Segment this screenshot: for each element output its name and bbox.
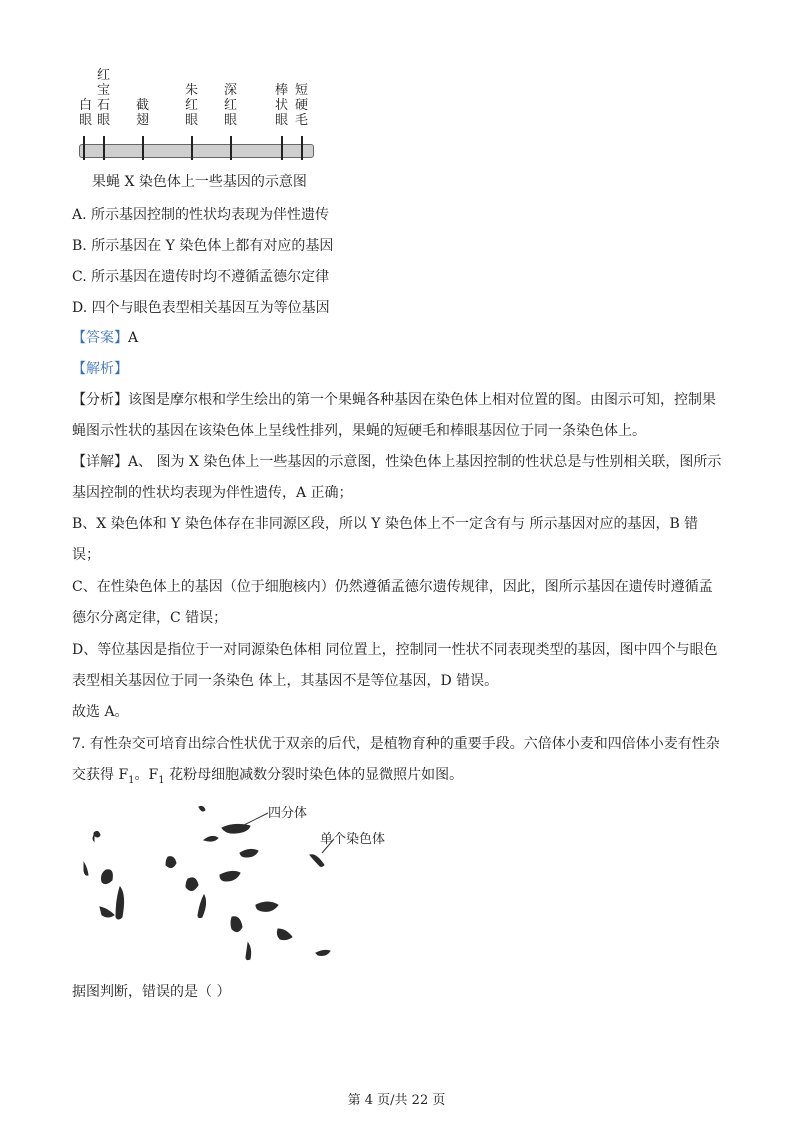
gene-label-char: 宝 — [97, 83, 111, 98]
gene-tick — [281, 136, 283, 160]
page-footer: 第 4 页/共 22 页 — [347, 1093, 446, 1108]
gene-label — [224, 83, 237, 128]
q7-line-1: 7. 有性杂交可培育出综合性状优于双亲的后代，是植物育种的重要手段。六倍体小麦和四倍体小麦有性杂 — [72, 736, 720, 752]
gene-label — [79, 98, 92, 128]
gene-tick — [191, 136, 193, 160]
fenxi-line-1: 【分析】该图是摩尔根和学生绘出的第一个果蝇各种基因在染色体上相对位置的图。由图示可知，控制果 — [72, 392, 716, 408]
analysis-tag: 【解析】 — [72, 361, 128, 377]
gene-label-char: 红 — [97, 68, 111, 83]
chromosome-blob — [240, 849, 258, 857]
chromosome-blob — [198, 895, 206, 918]
chromosome-blob — [246, 943, 251, 960]
label-tetrad: 四分体 — [268, 806, 308, 821]
answer-line — [72, 328, 138, 348]
single-chromosome-blob — [310, 855, 324, 867]
gene-label-char: 红 — [185, 98, 199, 113]
figure-caption: 果蝇 X 染色体上一些基因的示意图 — [92, 174, 307, 190]
gene-tick — [83, 136, 85, 160]
gene-label-char: 眼 — [275, 113, 289, 128]
answer-value: A — [128, 330, 139, 346]
gene-label-char: 红 — [224, 98, 238, 113]
tetrad-pointer — [244, 813, 268, 825]
tetrad-blob — [222, 824, 250, 833]
question-prompt: 据图判断，错误的是（ ） — [72, 984, 231, 1000]
gene-label-char: 眼 — [97, 113, 111, 128]
c-explain-1: C、在性染色体上的基因（位于细胞核内）仍然遵循孟德尔遗传规律，因此，图所示基因在遗传时遵循孟 — [72, 579, 713, 595]
option-c: C. 所示基因在遗传时均不遵循孟德尔定律 — [72, 269, 330, 285]
gene-label-char: 朱 — [185, 83, 199, 98]
xiangjie-tag: 【详解】 — [72, 454, 128, 470]
answer-tag: 【答案】 — [72, 330, 128, 346]
gene-tick — [142, 136, 144, 160]
chromosome-blob — [116, 887, 124, 919]
gene-label — [275, 83, 288, 128]
b-explain-1: B、X 染色体和 Y 染色体存在非同源区段，所以 Y 染色体上不一定含有与 所示基因对应的基因，B 错 — [72, 516, 699, 532]
gene-label-char: 截 — [136, 98, 150, 113]
option-a: A. 所示基因控制的性状均表现为伴性遗传 — [72, 207, 330, 223]
gene-label — [295, 83, 308, 128]
b-explain-2: 误； — [72, 547, 100, 563]
gene-tick — [230, 136, 232, 160]
q7-line-2: 交获得 $F_1$。$F_1$ 花粉母细胞减数分裂时染色体的显微照片如图。 — [72, 767, 464, 786]
fenxi-tag: 【分析】 — [72, 392, 128, 408]
gene-label-char: 毛 — [295, 113, 309, 128]
chromosome-blob — [204, 836, 218, 841]
conclusion: 故选 A。 — [72, 704, 129, 720]
chromosome-blob — [186, 878, 198, 891]
gene-label-char: 棒 — [275, 83, 289, 98]
gene-label-char: 眼 — [224, 113, 238, 128]
chromosome-blob — [166, 857, 176, 868]
label-single-chromosome: 单个染色体 — [320, 832, 386, 847]
fenxi-line-2: 蝇图示性状的基因在该染色体上呈线性排列，果蝇的短硬毛和棒眼基因位于同一条染色体上。 — [72, 423, 646, 439]
gene-label-char: 状 — [275, 98, 289, 113]
gene-label — [97, 68, 110, 128]
x-chromosome-bar — [79, 144, 314, 158]
chromosome-blob — [220, 871, 240, 881]
gene-tick — [103, 136, 105, 160]
gene-label-char: 眼 — [79, 113, 93, 128]
chromosome-blob — [84, 863, 88, 875]
option-d: D. 四个与眼色表型相关基因互为等位基因 — [72, 300, 330, 316]
gene-label-char: 硬 — [295, 98, 309, 113]
chromosome-blob — [316, 950, 330, 955]
gene-label-char: 石 — [97, 98, 111, 113]
chromosome-blob — [93, 831, 100, 841]
chromosome-blob — [231, 917, 242, 932]
gene-label-char: 白 — [79, 98, 93, 113]
c-explain-2: 德尔分离定律，C 错误； — [72, 610, 228, 626]
gene-tick — [301, 136, 303, 160]
d-explain-1: D、等位基因是指位于一对同源染色体相 同位置上，控制同一性状不同表现类型的基因，图中四个与眼色 — [72, 642, 718, 658]
xiangjie-line-2: 基因控制的性状均表现为伴性遗传，A 正确； — [72, 485, 353, 501]
gene-label-char: 深 — [224, 83, 238, 98]
gene-label — [136, 98, 149, 128]
gene-label-char: 眼 — [185, 113, 199, 128]
option-b: B. 所示基因在 Y 染色体上都有对应的基因 — [72, 238, 334, 254]
gene-label-char: 短 — [295, 83, 309, 98]
gene-label — [185, 83, 198, 128]
gene-label-char: 翅 — [136, 113, 150, 128]
chromosome-blob — [199, 806, 205, 811]
chromosome-blob — [102, 870, 113, 884]
d-explain-2: 表型相关基因位于同一条染色 体上，其基因不是等位基因，D 错误。 — [72, 673, 499, 689]
chromosome-blob — [100, 907, 114, 917]
chromosome-micrograph — [72, 795, 402, 975]
xiangjie-line-1: 【详解】A、 图为 X 染色体上一些基因的示意图，性染色体上基因控制的性状总是与性别相关联，图所示 — [72, 454, 722, 470]
chromosome-blob — [277, 929, 292, 940]
chromosome-blob — [256, 902, 278, 911]
